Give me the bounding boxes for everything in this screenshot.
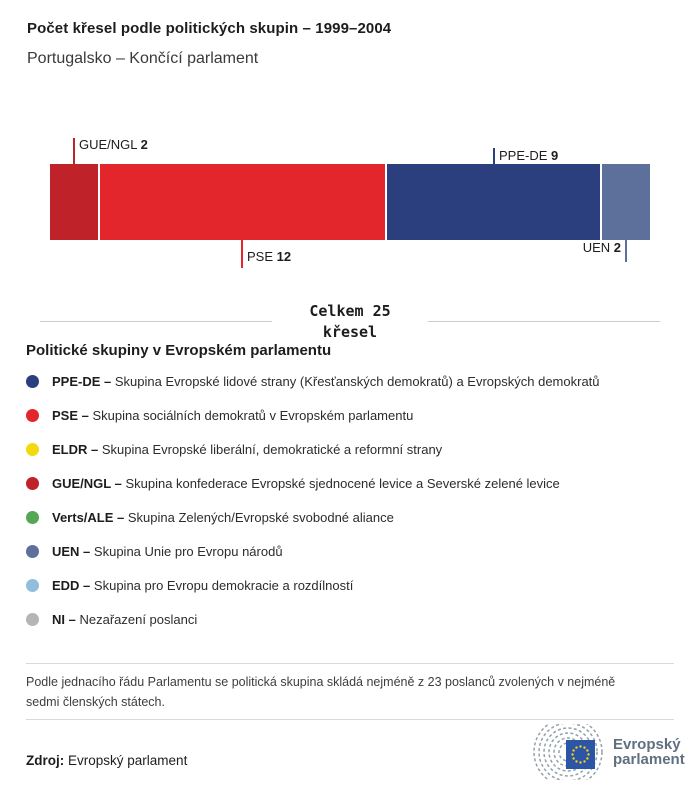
source-value: Evropský parlament — [68, 753, 188, 768]
legend-item-desc: Skupina Evropské lidové strany (Křesťanských demokratů) a Evropských demokratů — [114, 373, 600, 389]
legend-item-label — [52, 544, 283, 559]
page-subtitle: Portugalsko – Končící parlament — [27, 50, 259, 67]
legend-heading: Politické skupiny v Evropském parlamentu — [26, 342, 332, 359]
legend-color-dot-icon — [26, 409, 39, 422]
legend-item — [26, 500, 676, 534]
footnote-divider-bottom — [26, 719, 674, 720]
legend-item-label — [52, 578, 353, 593]
legend-item-desc: Skupina sociálních demokratů v Evropském parlamentu — [92, 407, 414, 423]
bar-callout-tick-pse — [241, 240, 243, 268]
bar-label-seats-gue-ngl: 2 — [140, 137, 148, 152]
footnote-divider-top — [26, 663, 674, 664]
legend-item-label — [52, 408, 413, 423]
bar-label-group-uen: UEN — [582, 240, 614, 255]
bar-label-seats-uen: 2 — [613, 240, 621, 255]
legend-item-abbr: EDD – — [52, 577, 91, 593]
legend-color-dot-icon — [26, 477, 39, 490]
legend-color-dot-icon — [26, 443, 39, 456]
hemicycle-flag-icon — [528, 724, 606, 780]
bar-callout-tick-ppe-de — [493, 148, 495, 164]
bar-segment-pse — [100, 164, 385, 240]
legend-item-label — [52, 442, 442, 457]
total-seats-line2: křesel — [322, 323, 378, 341]
legend-item — [26, 534, 676, 568]
bar-segment-uen — [602, 164, 650, 240]
footnote-text: Podle jednacího řádu Parlamentu se politická skupina skládá nejméně z 23 poslanců zvolených v nejméně sedmi členských státech. — [26, 675, 616, 709]
bar-label-gue-ngl — [79, 137, 148, 152]
bar-label-pse — [247, 249, 291, 264]
legend-item — [26, 602, 676, 636]
bar-callout-tick-gue-ngl — [73, 138, 75, 164]
legend-list — [26, 364, 676, 636]
logo-wordmark-line1: Evropský — [613, 735, 681, 753]
bar-callout-tick-uen — [625, 240, 627, 262]
legend-item-label — [52, 476, 560, 491]
bar-label-group-pse: PSE — [247, 249, 277, 264]
legend-item-label — [52, 612, 197, 627]
legend-item-desc: Nezařazení poslanci — [79, 611, 198, 627]
legend-item-desc: Skupina Unie pro Evropu národů — [93, 543, 283, 559]
bar-label-uen — [583, 240, 621, 255]
bar-label-seats-pse: 12 — [276, 249, 292, 264]
logo-wordmark — [613, 737, 685, 768]
legend-item-abbr: NI – — [52, 611, 76, 627]
legend-item — [26, 398, 676, 432]
legend-item-label — [52, 510, 394, 525]
european-parliament-logo — [528, 724, 685, 780]
logo-wordmark-line2: parlament — [613, 751, 685, 768]
legend-item — [26, 466, 676, 500]
total-seats-line1: Celkem 25 — [309, 302, 391, 320]
bar-label-seats-ppe-de: 9 — [551, 148, 559, 163]
legend-color-dot-icon — [26, 613, 39, 626]
legend-color-dot-icon — [26, 579, 39, 592]
legend-item — [26, 432, 676, 466]
legend-color-dot-icon — [26, 545, 39, 558]
bar-label-ppe-de — [499, 148, 558, 163]
total-seats-label — [0, 301, 700, 343]
legend-color-dot-icon — [26, 375, 39, 388]
seat-bar — [50, 164, 650, 240]
legend-item-abbr: Verts/ALE – — [52, 509, 125, 525]
legend-item — [26, 568, 676, 602]
legend-item-abbr: GUE/NGL – — [52, 475, 122, 491]
legend-item-desc: Skupina pro Evropu demokracie a rozdílností — [93, 577, 354, 593]
legend-item-abbr: PPE-DE – — [52, 373, 112, 389]
source-label: Zdroj: — [26, 753, 65, 768]
legend-item-desc: Skupina Evropské liberální, demokratické a reformní strany — [101, 441, 443, 457]
page-title: Počet křesel podle politických skupin – 1999–2004 — [27, 20, 392, 37]
legend-color-dot-icon — [26, 511, 39, 524]
legend-item-abbr: UEN – — [52, 543, 91, 559]
legend-item-desc: Skupina Zelených/Evropské svobodné aliance — [127, 509, 394, 525]
legend-item-desc: Skupina konfederace Evropské sjednocené levice a Severské zelené levice — [125, 475, 560, 491]
bar-label-group-gue-ngl: GUE/NGL — [79, 137, 141, 152]
legend-item — [26, 364, 676, 398]
bar-segment-ppe-de — [387, 164, 601, 240]
bar-segment-gue-ngl — [50, 164, 98, 240]
legend-item-abbr: ELDR – — [52, 441, 99, 457]
legend-item-abbr: PSE – — [52, 407, 89, 423]
source-line — [26, 753, 187, 768]
bar-label-group-ppe-de: PPE-DE — [499, 148, 552, 163]
legend-item-label — [52, 374, 600, 389]
